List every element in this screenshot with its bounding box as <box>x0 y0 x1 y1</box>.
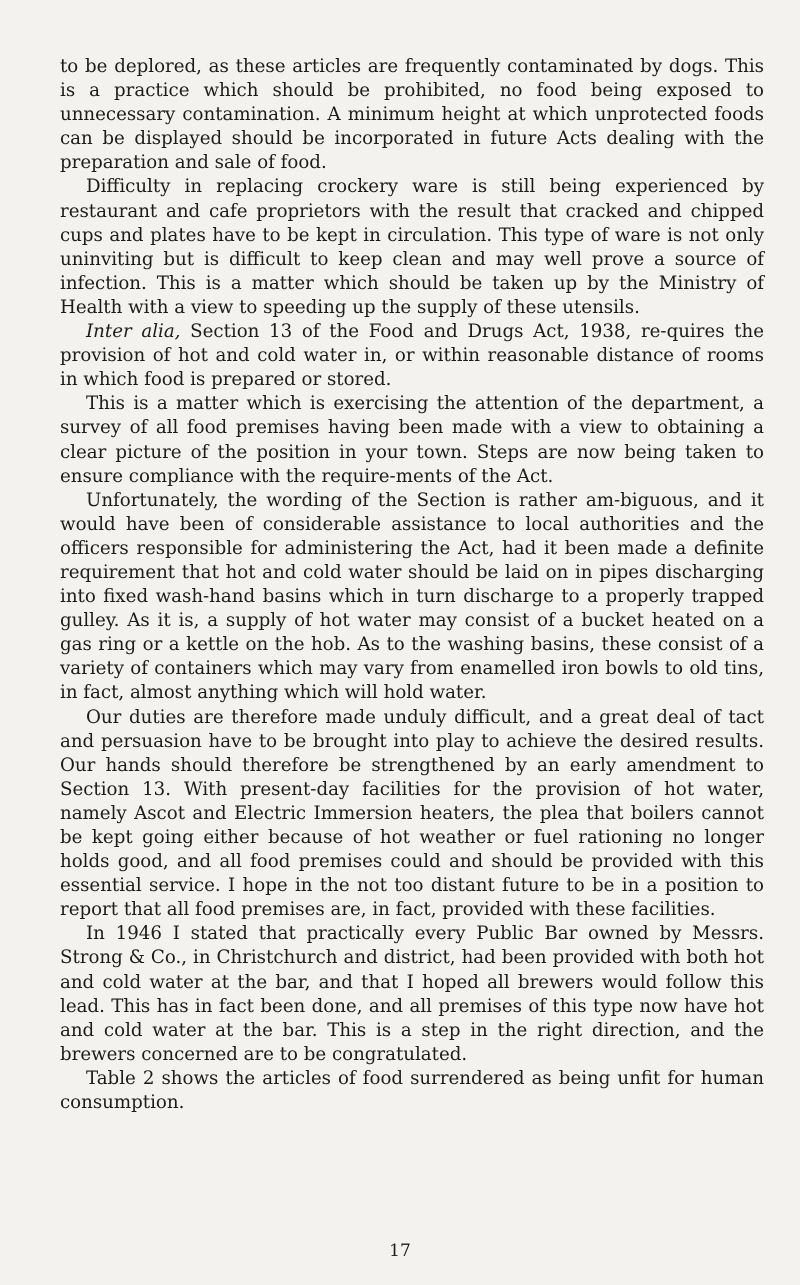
paragraph-6 <box>60 706 764 923</box>
paragraph-8-text: Table 2 shows the articles of food surrendered as being unfit for human consumption. <box>60 1067 764 1114</box>
document-body <box>60 55 764 1115</box>
paragraph-2-text: Difficulty in replacing crockery ware is still being experienced by restaurant and cafe proprietors with the result that cracked and chipped cups and plates have to be kept in circulation. This type of ware is not only uninviting but is difficult to keep clean and may well prove a source of infection. This is a matter which should be taken up by the Ministry of Health with a view to speeding up the supply of these utensils. <box>60 176 764 318</box>
paragraph-5 <box>60 489 764 706</box>
paragraph-7 <box>60 922 764 1067</box>
paragraph-4-text: This is a matter which is exercising the attention of the department, a survey of all food premises having been made with a view to obtaining a clear picture of the position in your town. Steps are now being taken to ensure compliance with the require-ments of the Act. <box>60 393 764 487</box>
paragraph-7-text: In 1946 I stated that practically every Public Bar owned by Messrs. Strong & Co., in Christchurch and district, had been provided with both hot and cold water at the bar, and that I hoped all brewers would follow this lead. This has in fact been done, and all premises of this type now have hot and cold water at the bar. This is a step in the right direction, and the brewers concerned are to be congratulated. <box>60 923 764 1065</box>
paragraph-3-text: Section 13 of the Food and Drugs Act, 1938, re-quires the provision of hot and cold water in, or within reasonable distance of rooms in which food is prepared or stored. <box>60 321 765 391</box>
paragraph-3 <box>60 320 764 392</box>
paragraph-5-text: Unfortunately, the wording of the Section is rather am-biguous, and it would have been of considerable assistance to local authorities and the officers responsible for administering the Act, had it been made a definite requirement that hot and cold water should be laid on in pipes discharging into fixed wash-hand basins which in turn discharge to a properly trapped gulley. As it is, a supply of hot water may consist of a bucket heated on a gas ring or a kettle on the hob. As to the washing basins, these consist of a variety of containers which may vary from enamelled iron bowls to old tins, in fact, almost anything which will hold water. <box>60 489 764 704</box>
page-number: 17 <box>389 1241 411 1261</box>
paragraph-6-text: Our duties are therefore made unduly difficult, and a great deal of tact and persuasion have to be brought into play to achieve the desired results. Our hands should therefore be strengthened by an early amendment to Section 13. With present-day facilities for the provision of hot water, namely Ascot and Electric Immersion heaters, the plea that boilers cannot be kept going either because of hot weather or fuel rationing no longer holds good, and all food premises could and should be provided with this essential service. I hope in the not too distant future to be in a position to report that all food premises are, in fact, provided with these facilities. <box>60 706 764 921</box>
paragraph-1-text: to be deplored, as these articles are frequently contaminated by dogs. This is a practice which should be prohibited, no food being exposed to unnecessary contamination. A minimum height at which unprotected foods can be displayed should be incorporated in future Acts dealing with the preparation and sale of food. <box>60 56 764 174</box>
paragraph-4 <box>60 392 764 488</box>
paragraph-1 <box>60 55 764 175</box>
paragraph-2 <box>60 175 764 320</box>
paragraph-3-italic-lead: Inter alia, <box>86 321 181 343</box>
paragraph-8 <box>60 1067 764 1115</box>
